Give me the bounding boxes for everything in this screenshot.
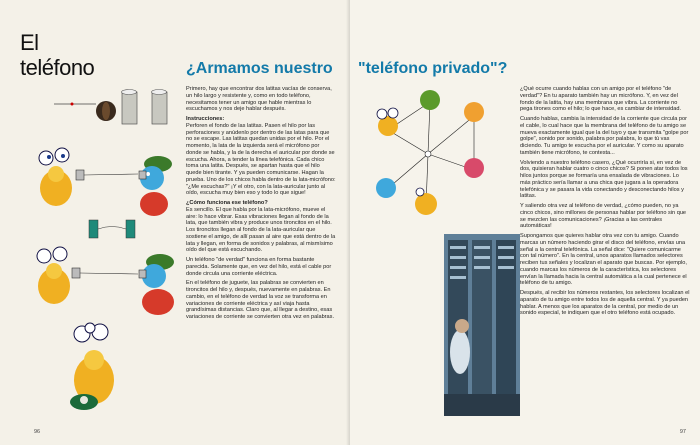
kids-cans-illustration-1 <box>20 140 180 220</box>
instructions-subheading: Instrucciones: <box>186 116 225 122</box>
left-text-column <box>186 86 336 324</box>
right-paragraph-3: Volviendo a nuestro teléfono casero, ¿Qué ocurriría si, en vez de dos, quisieran hablar cuatro o cinco chicos? Si ponen atar todos los hilos juntos porque se formaría una ensalada de vibraciones. Lo más práctico sería llamar a una chica que jugara a la operadora telefónica y se pasara la vida conectando y desconectando hilos y latitas. <box>520 159 688 200</box>
right-page <box>350 0 700 445</box>
real-phone-paragraph: Un teléfono "de verdad" funciona en forma bastante parecida. Solamente que, en vez del hilo, está el cable por donde circula una corriente eléctrica. <box>186 257 332 277</box>
intro-paragraph: Primero, hay que encontrar dos latitas vacías de conserva, un hilo largo y resistente y, como en todo teléfono, necesitamos tener un amigo que hable mientras lo escuchamos y nos deje hablar después. <box>186 86 332 113</box>
page-title <box>20 30 140 80</box>
right-paragraph-5: Supongamos que quieres hablar otra vez con tu amigo. Cuando marcas un número haciendo girar el disco del teléfono, envías una señal a la central telefónica. La señal dice: "Quiere comunicarme con tal número". En la central, unos aparatos llamados selectores reciben tus señales y localizan el aparato que buscas. Por ejemplo, cuando marcas los números de la característica, los selectores envían la llamada hacia la central automática a la cual pertenece el teléfono de tu amigo. <box>520 233 687 287</box>
kid-phone-illustration <box>50 320 140 420</box>
page-number-right: 97 <box>679 429 686 435</box>
telephone-exchange-photo <box>444 234 520 416</box>
section-heading-right: "teléfono privado"? <box>358 60 508 77</box>
title-line-2: teléfono <box>20 55 95 80</box>
right-paragraph-6: Después, al recibir los números restantes, los selectores localizan el aparato de tu amigo entre todos los de aquella central. Y ya pueden hablar. A menos que los aparatos de la central, por medio de un sonido especial, te indiquen que el otro teléfono está ocupado. <box>520 290 690 317</box>
kids-cans-illustration-2 <box>20 240 180 320</box>
section-heading-left: ¿Armamos nuestro <box>186 60 333 77</box>
page-number-left: 96 <box>34 429 41 435</box>
real-phone-paragraph-2: En el teléfono de juguete, las palabras se convierten en tironcitos del hilo y, después, nuevamente en palabras. En cambio, en el teléfono de verdad la voz se transforma en variaciones de corriente eléctrica y así viaja hasta grandísimas distancias. Claro que, al llegar a destino, esas variaciones de corriente se convierten otra vez en palabras. <box>186 280 335 320</box>
right-text-column <box>520 86 690 320</box>
right-paragraph-2: Cuando hablas, cambia la intensidad de la corriente que circula por el cable, lo cual hace que la membrana del teléfono de tu amigo se mueva exactamente igual que la del tuyo y que transmita "golpe por golpe", sonido por sonido, palabra por palabra, lo que tú vas diciendo. Tu amigo te escucha por el auricular. Y como su aparato también tiene micrófono, te contesta... <box>520 116 689 156</box>
how-it-works-subheading: ¿Cómo funciona ese teléfono? <box>186 200 268 206</box>
title-line-1: El <box>20 30 39 55</box>
right-paragraph-4: Y saliendo otra vez al teléfono de verdad, ¿cómo pueden, no ya cinco chicos, sino millones de personas hablar por teléfono sin que se mezclen las comunicaciones? ¡Gracias a las centrales automáticas! <box>520 203 687 230</box>
right-paragraph-1: ¿Qué ocurre cuando hablas con un amigo por el teléfono "de verdad"? En tu aparato también hay un micrófono. Y, en vez del fondo de la latita, hay una membrana que vibra. La corriente no pega tirones como el hilo; lo que hace, es cambiar de intensidad. <box>520 86 682 113</box>
how-it-works-paragraph: Es sencillo. El que habla por la lata-micrófono, mueve el aire: lo hace vibrar. Esas vibraciones llegan al fondo de la lata, que también vibra y produce unos tironcitos en el hilo. Los tironcitos llegan al fondo de la lata-auricular que sostiene el amigo, de allí pasan al aire que está dentro de la lata y llegan, en forma de sonidos y palabras, al mismísimo oído del que está escuchando. <box>186 206 336 254</box>
cans-illustration <box>40 80 210 138</box>
phone-network-illustration <box>362 82 492 222</box>
instructions-paragraph: Perforen el fondo de las latitas. Pasen el hilo por las perforaciones y anúdenlo por dentro de las latas para que no se escape. Las latitas quedan unidas por el hilo. Por el momento, la lata de la izquierda será el micrófono por donde se habla, y la de la derecha el auricular por donde se escucha. Ahora, a tender la línea telefónica. Cada chico toma una latita. Después, se apartan hasta que el hilo quede bien tirante. Y ya pueden comunicarse. Hagan la prueba. Uno de los chicos habla dentro de la lata-micrófono: "¿Me escuchas?" ¡Y el otro, con la lata-auricular junto al oído, escucha muy bien eso y todo lo que sigue! <box>186 122 336 197</box>
